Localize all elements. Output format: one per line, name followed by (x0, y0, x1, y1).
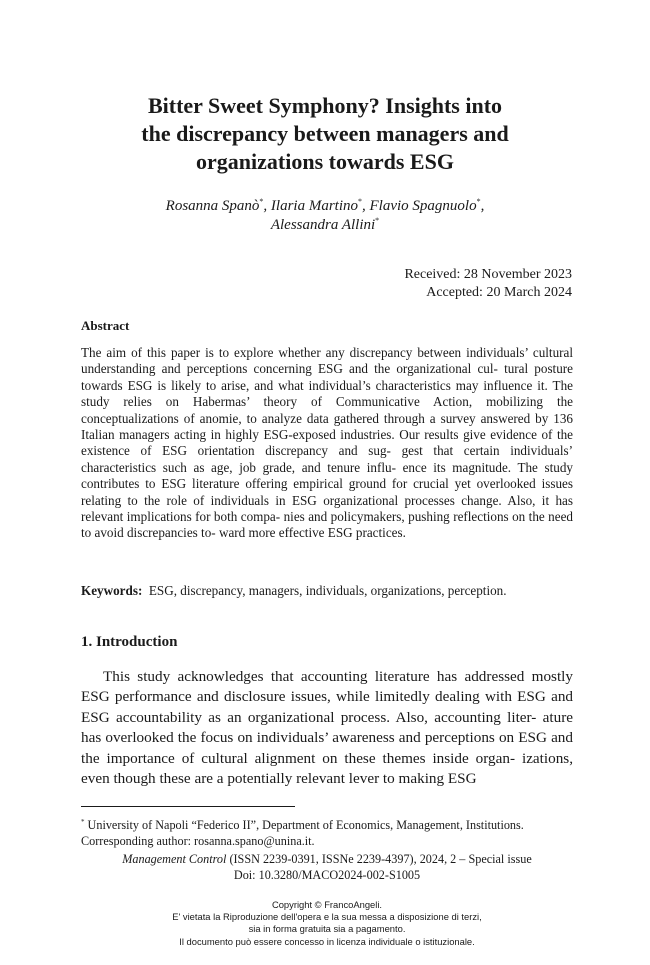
accepted-date: Accepted: 20 March 2024 (426, 285, 572, 300)
footnote-affiliation-line (81, 818, 576, 834)
abstract-heading: Abstract (81, 318, 130, 333)
paper-title (80, 92, 570, 176)
copyright-line: Il documento può essere concesso in licenza individuale o istituzionale. (179, 935, 475, 947)
keywords-list: ESG, discrepancy, managers, individuals, organizations, perception. (148, 583, 507, 598)
title-line: organizations towards ESG (196, 149, 454, 174)
introduction-body (81, 667, 573, 789)
affiliation-mark: * (476, 197, 481, 206)
intro-line: This study acknowledges that accounting literature has addressed mostly (103, 668, 573, 685)
author-name: Alessandra Allini (270, 217, 376, 233)
abstract-line: The aim of this paper is to explore whether any discrepancy between individuals’ (81, 345, 528, 360)
abstract-line: ground for crucial yet overlooked issues relating to the role of individuals in ESG (81, 476, 573, 508)
copyright-notice (81, 899, 573, 948)
affiliation-mark: * (259, 197, 264, 206)
abstract-line: survey answered by 136 Italian managers acting in highly ESG-exposed industries. (81, 410, 573, 443)
footnote-divider (81, 806, 295, 807)
section-heading: 1. Introduction (81, 634, 178, 650)
footnote-corresponding: Corresponding author: rosanna.spano@unina.it. (81, 833, 315, 848)
doi: Doi: 10.3280/MACO2024-002-S1005 (233, 867, 421, 882)
abstract-line: may influence it. The study relies on Habermas’ theory of Communicative Action, (81, 377, 573, 410)
author-name: Flavio Spagnuolo (369, 198, 477, 214)
journal-details: (ISSN 2239-0391, ISSNe 2239-4397), 2024, 2 – Special issue (229, 852, 532, 866)
abstract-line: ward more effective ESG practices. (218, 525, 406, 541)
abstract-line: organizational processes change. Also, it has relevant implications for both compa- (81, 492, 573, 525)
received-date: Received: 28 November 2023 (404, 267, 572, 282)
journal-info (81, 852, 573, 883)
abstract-line: nies and policymakers, pushing reflections on the need to avoid discrepancies to- (81, 509, 573, 541)
author-line (80, 216, 570, 235)
keywords-label: Keywords: (81, 583, 143, 598)
author-separator: , (480, 198, 485, 214)
abstract-line: mobilizing the conceptualizations of anomie, to analyze data gathered through a (81, 394, 573, 426)
author-name: Ilaria Martino (270, 198, 358, 214)
journal-name: Management Control (122, 852, 227, 866)
intro-line: ESG and the importance of cultural alignment on these themes inside organ- (81, 729, 573, 767)
abstract-line: cultural understanding and perceptions concerning ESG and the organizational cul- (81, 345, 573, 377)
copyright-line: E' vietata la Riproduzione dell'opera e la sua messa a disposizione di terzi, (172, 911, 482, 923)
copyright-line: sia in forma gratuita sia a pagamento. (248, 923, 406, 935)
intro-line: izations, even though these are a potentially relevant lever to making ESG (81, 749, 574, 788)
submission-dates (404, 266, 572, 302)
abstract-body (81, 345, 573, 542)
footnote-mark: * (81, 817, 85, 826)
footnote (81, 818, 576, 849)
title-line: Bitter Sweet Symphony? Insights into (147, 93, 503, 118)
abstract-line: tural posture towards ESG is likely to arise, and what individual’s characteristics (81, 361, 573, 393)
author-line (80, 197, 570, 216)
abstract-line: Our results give evidence of the existence of ESG orientation discrepancy and sug- (81, 427, 573, 459)
footnote-affiliation: University of Napoli “Federico II”, Department of Economics, Management, Institutions. (87, 818, 524, 832)
affiliation-mark: * (358, 197, 362, 206)
author-separator: , (263, 198, 271, 214)
abstract-line: gest that certain individuals’ characteristics such as age, job grade, and tenure influ- (81, 443, 573, 475)
keywords (81, 583, 573, 599)
affiliation-mark: * (375, 216, 380, 225)
intro-line: and ESG accountability as an organizational process. Also, accounting liter- (81, 688, 574, 726)
author-separator: , (362, 198, 370, 214)
abstract-line: ence its magnitude. The study contributes to ESG literature offering empirical (81, 459, 573, 492)
copyright-line: Copyright © FrancoAngeli. (271, 899, 383, 910)
intro-line: ESG performance and disclosure issues, while limitedly dealing with ESG (81, 688, 546, 706)
author-list (80, 197, 570, 235)
author-name: Rosanna Spanò (165, 198, 260, 214)
journal-line (81, 852, 573, 868)
title-line: the discrepancy between managers and (141, 121, 509, 146)
intro-line: ature has overlooked the focus on individuals’ awareness and perceptions on (81, 708, 574, 747)
